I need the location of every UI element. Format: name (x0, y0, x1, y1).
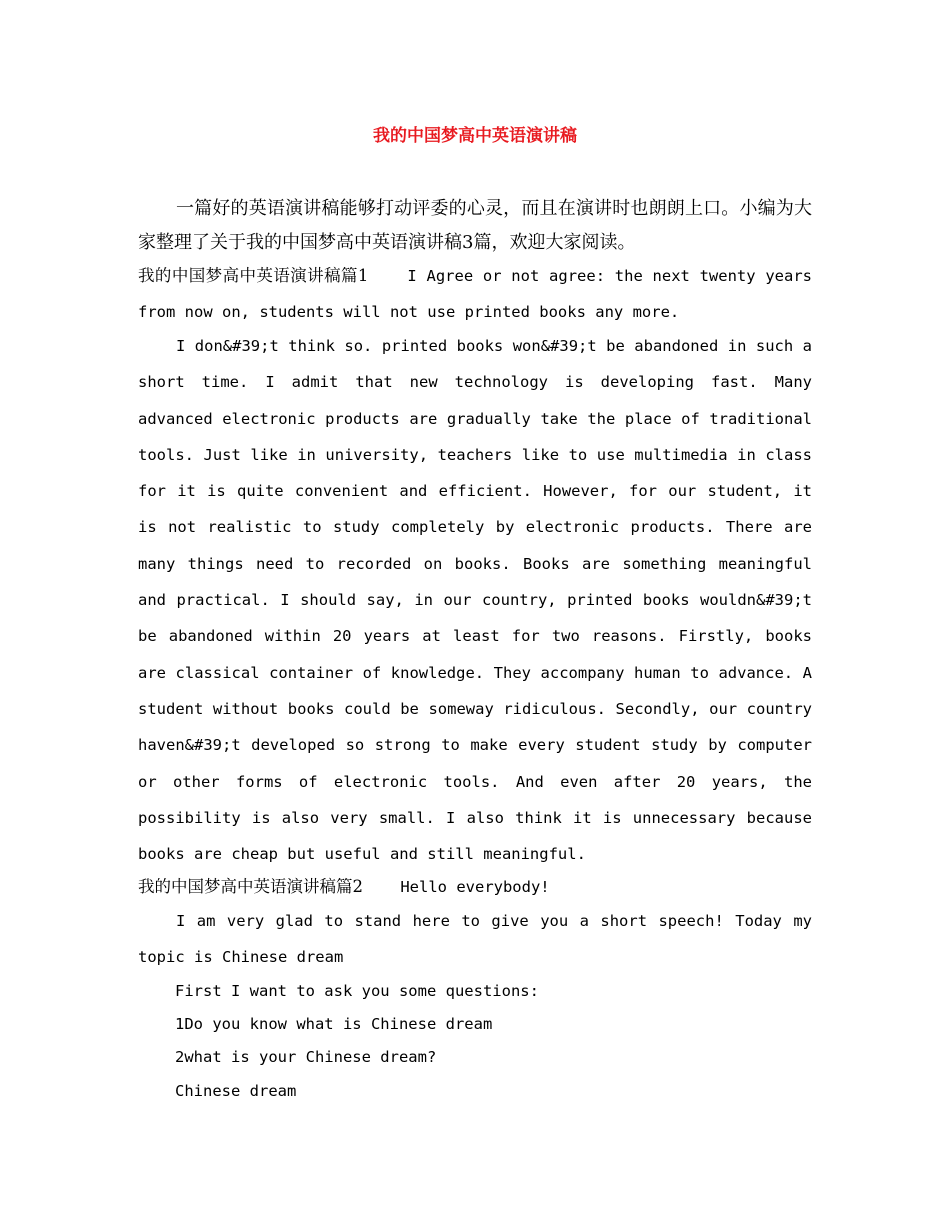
section1-body: I don&#39;t think so. printed books won&#39;t be abandoned in such a short time. I admit that new technology is developing fast. Many advanced electronic products are gradually take the place of traditional tools. Just like in university, teachers like to use multimedia in class for it is quite convenient and efficient. However, for our student, it is not realistic to study completely by electronic products. There are many things need to recorded on books. Books are something meaningful and practical. I should say, in our country, printed books wouldn&#39;t be abandoned within 20 years at least for two reasons. Firstly, books are classical container of knowledge. They accompany human to advance. A student without books could be someway ridiculous. Secondly, our country haven&#39;t developed so strong to make every student study by computer or other forms of electronic tools. And even after 20 years, the possibility is also very small. I also think it is unnecessary because books are cheap but useful and still meaningful. (138, 337, 812, 864)
section2-body: I am very glad to stand here to give you a short speech! Today my topic is Chinese dream (138, 912, 812, 967)
intro-paragraph: 一篇好的英语演讲稿能够打动评委的心灵，而且在演讲时也朗朗上口。小编为大家整理了关于我的中国梦高中英语演讲稿3篇，欢迎大家阅读。 (138, 198, 812, 253)
section2-line-2: 1Do you know what is Chinese dream (175, 1015, 493, 1033)
section2-heading: 我的中国梦高中英语演讲稿篇2 (138, 877, 363, 896)
document-title: 我的中国梦高中英语演讲稿 (373, 126, 577, 146)
section2-line-1: First I want to ask you some questions: (175, 982, 539, 1000)
section2-heading-paragraph (138, 869, 812, 905)
section2-lead: Hello everybody! (400, 878, 550, 896)
section2-line-3: 2what is your Chinese dream? (175, 1048, 437, 1066)
section1-heading: 我的中国梦高中英语演讲稿篇1 (138, 266, 369, 285)
section1-lead: I Agree or not agree: the next twenty years from now on, students will not use printed books any more. (138, 267, 812, 322)
section1-heading-paragraph (138, 258, 812, 331)
section2-line-4: Chinese dream (175, 1082, 297, 1100)
